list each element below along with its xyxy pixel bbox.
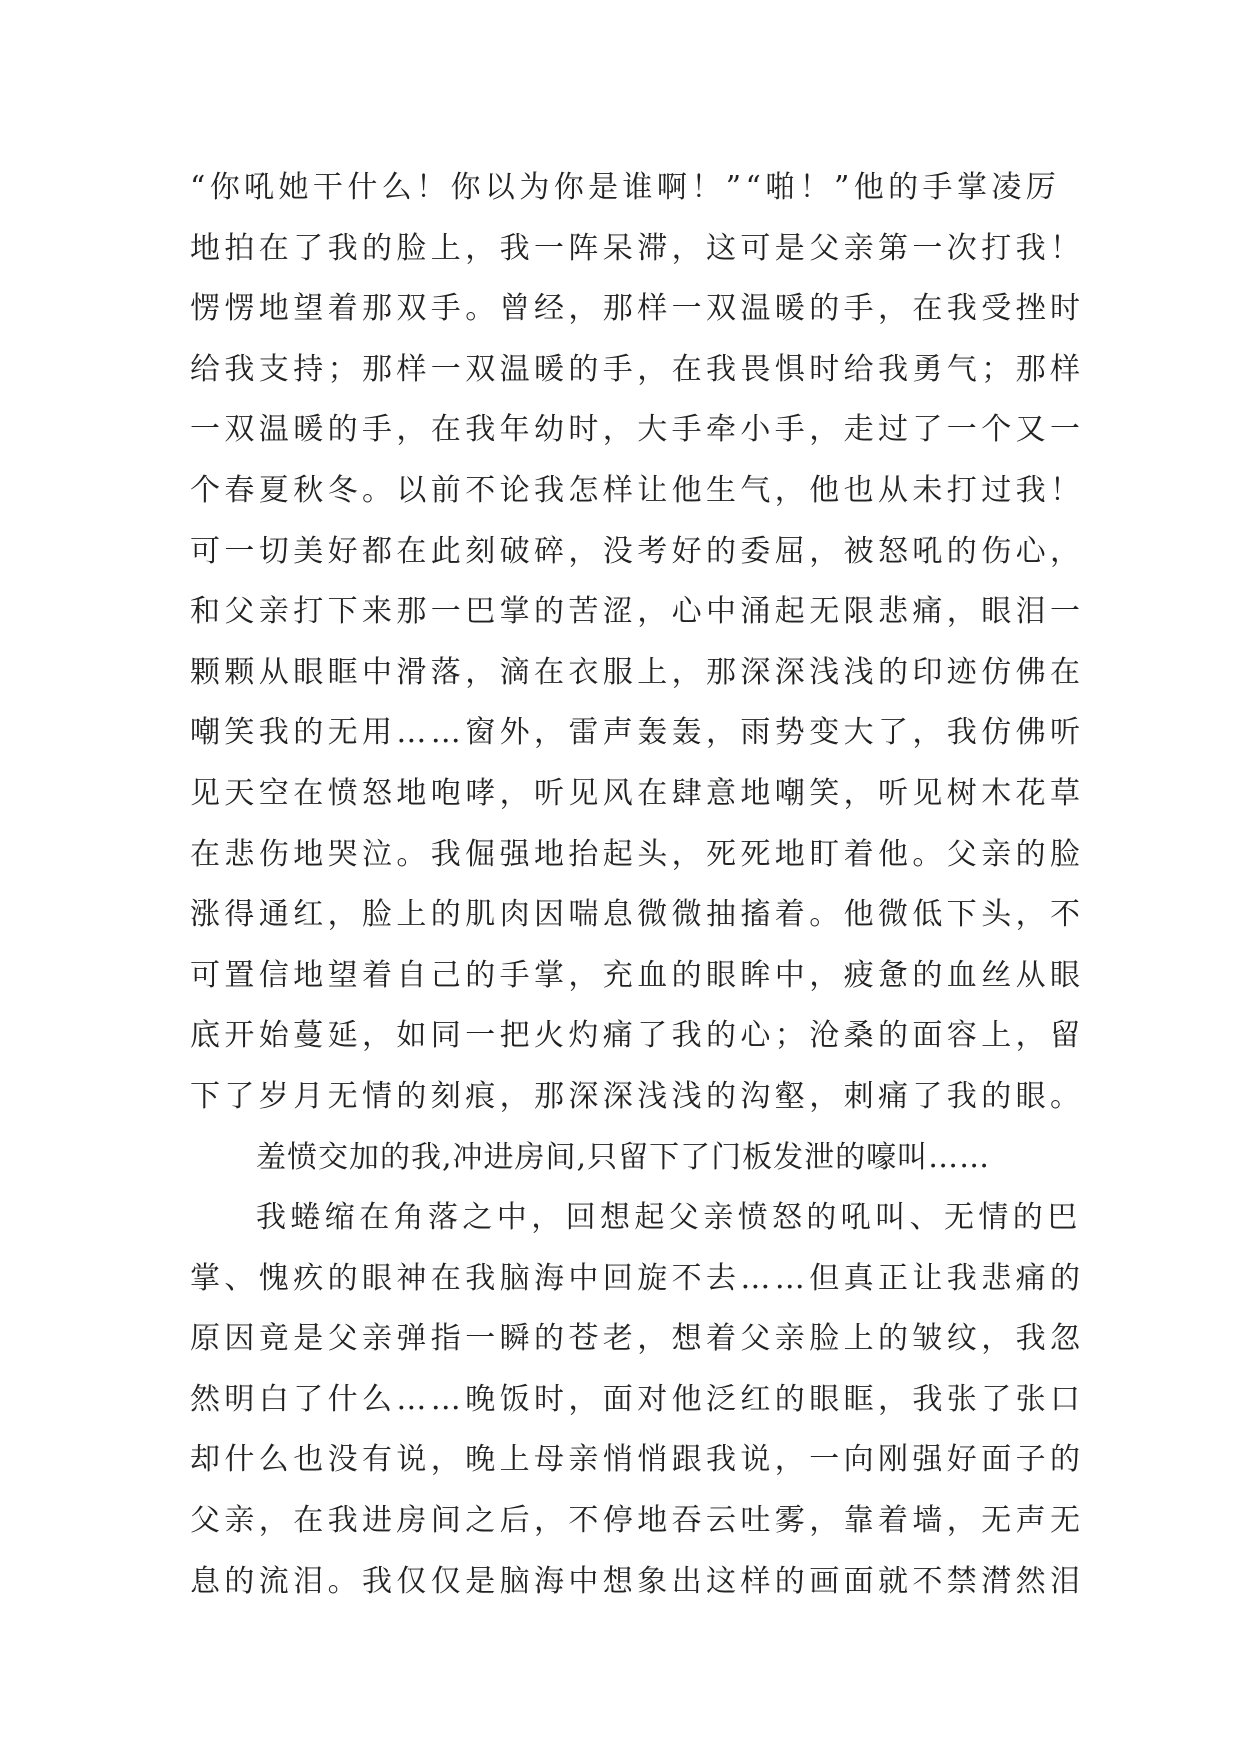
text-line: 嘲笑我的无用……窗外，雷声轰轰，雨势变大了，我仿佛听: [190, 715, 1085, 751]
text-line: 可一切美好都在此刻破碎，没考好的委屈，被怒吼的伤心，: [190, 533, 1085, 569]
text-line: 下了岁月无情的刻痕，那深深浅浅的沟壑，刺痛了我的眼。: [190, 1078, 1085, 1114]
paragraph-first-line: 我蜷缩在角落之中，回想起父亲愤怒的吼叫、无情的巴: [256, 1200, 1082, 1236]
text-line: 底开始蔓延，如同一把火灼痛了我的心；沧桑的面容上，留: [190, 1018, 1085, 1054]
text-line: 一双温暖的手，在我年幼时，大手牵小手，走过了一个又一: [190, 412, 1085, 448]
text-line: 父亲，在我进房间之后，不停地吞云吐雾，靠着墙，无声无: [190, 1503, 1085, 1539]
text-line: 然明白了什么……晚饭时，面对他泛红的眼眶，我张了张口: [190, 1381, 1085, 1417]
text-line: 愣愣地望着那双手。曾经，那样一双温暖的手，在我受挫时: [190, 291, 1085, 327]
text-line: 颗颗从眼眶中滑落，滴在衣服上，那深深浅浅的印迹仿佛在: [190, 654, 1085, 690]
text-line: 息的流泪。我仅仅是脑海中想象出这样的画面就不禁潸然泪: [190, 1563, 1085, 1599]
text-line: 可置信地望着自己的手掌，充血的眼眸中，疲惫的血丝从眼: [190, 957, 1085, 993]
text-line: 却什么也没有说，晚上母亲悄悄跟我说，一向刚强好面子的: [190, 1442, 1085, 1478]
essay-body: [190, 158, 1085, 1612]
text-line: 地拍在了我的脸上，我一阵呆滞，这可是父亲第一次打我！: [190, 230, 1085, 266]
text-line: 和父亲打下来那一巴掌的苦涩，心中涌起无限悲痛，眼泪一: [190, 594, 1085, 630]
text-line: 给我支持；那样一双温暖的手，在我畏惧时给我勇气；那样: [190, 351, 1085, 387]
text-line: 在悲伤地哭泣。我倔强地抬起头，死死地盯着他。父亲的脸: [190, 836, 1085, 872]
text-line: 涨得通红，脸上的肌肉因喘息微微抽搐着。他微低下头，不: [190, 897, 1085, 933]
text-line: 见天空在愤怒地咆哮，听见风在肆意地嘲笑，听见树木花草: [190, 775, 1085, 811]
text-line: 原因竟是父亲弹指一瞬的苍老，想着父亲脸上的皱纹，我忽: [190, 1321, 1085, 1357]
paragraph-first-line: 羞愤交加的我,冲进房间,只留下了门板发泄的嚎叫……: [256, 1139, 991, 1175]
text-line: 个春夏秋冬。以前不论我怎样让他生气，他也从未打过我！: [190, 472, 1085, 508]
text-line: 掌、愧疚的眼神在我脑海中回旋不去……但真正让我悲痛的: [190, 1260, 1085, 1296]
text-line: “你吼她干什么！你以为你是谁啊！”“啪！”他的手掌凌厉: [190, 170, 1061, 205]
